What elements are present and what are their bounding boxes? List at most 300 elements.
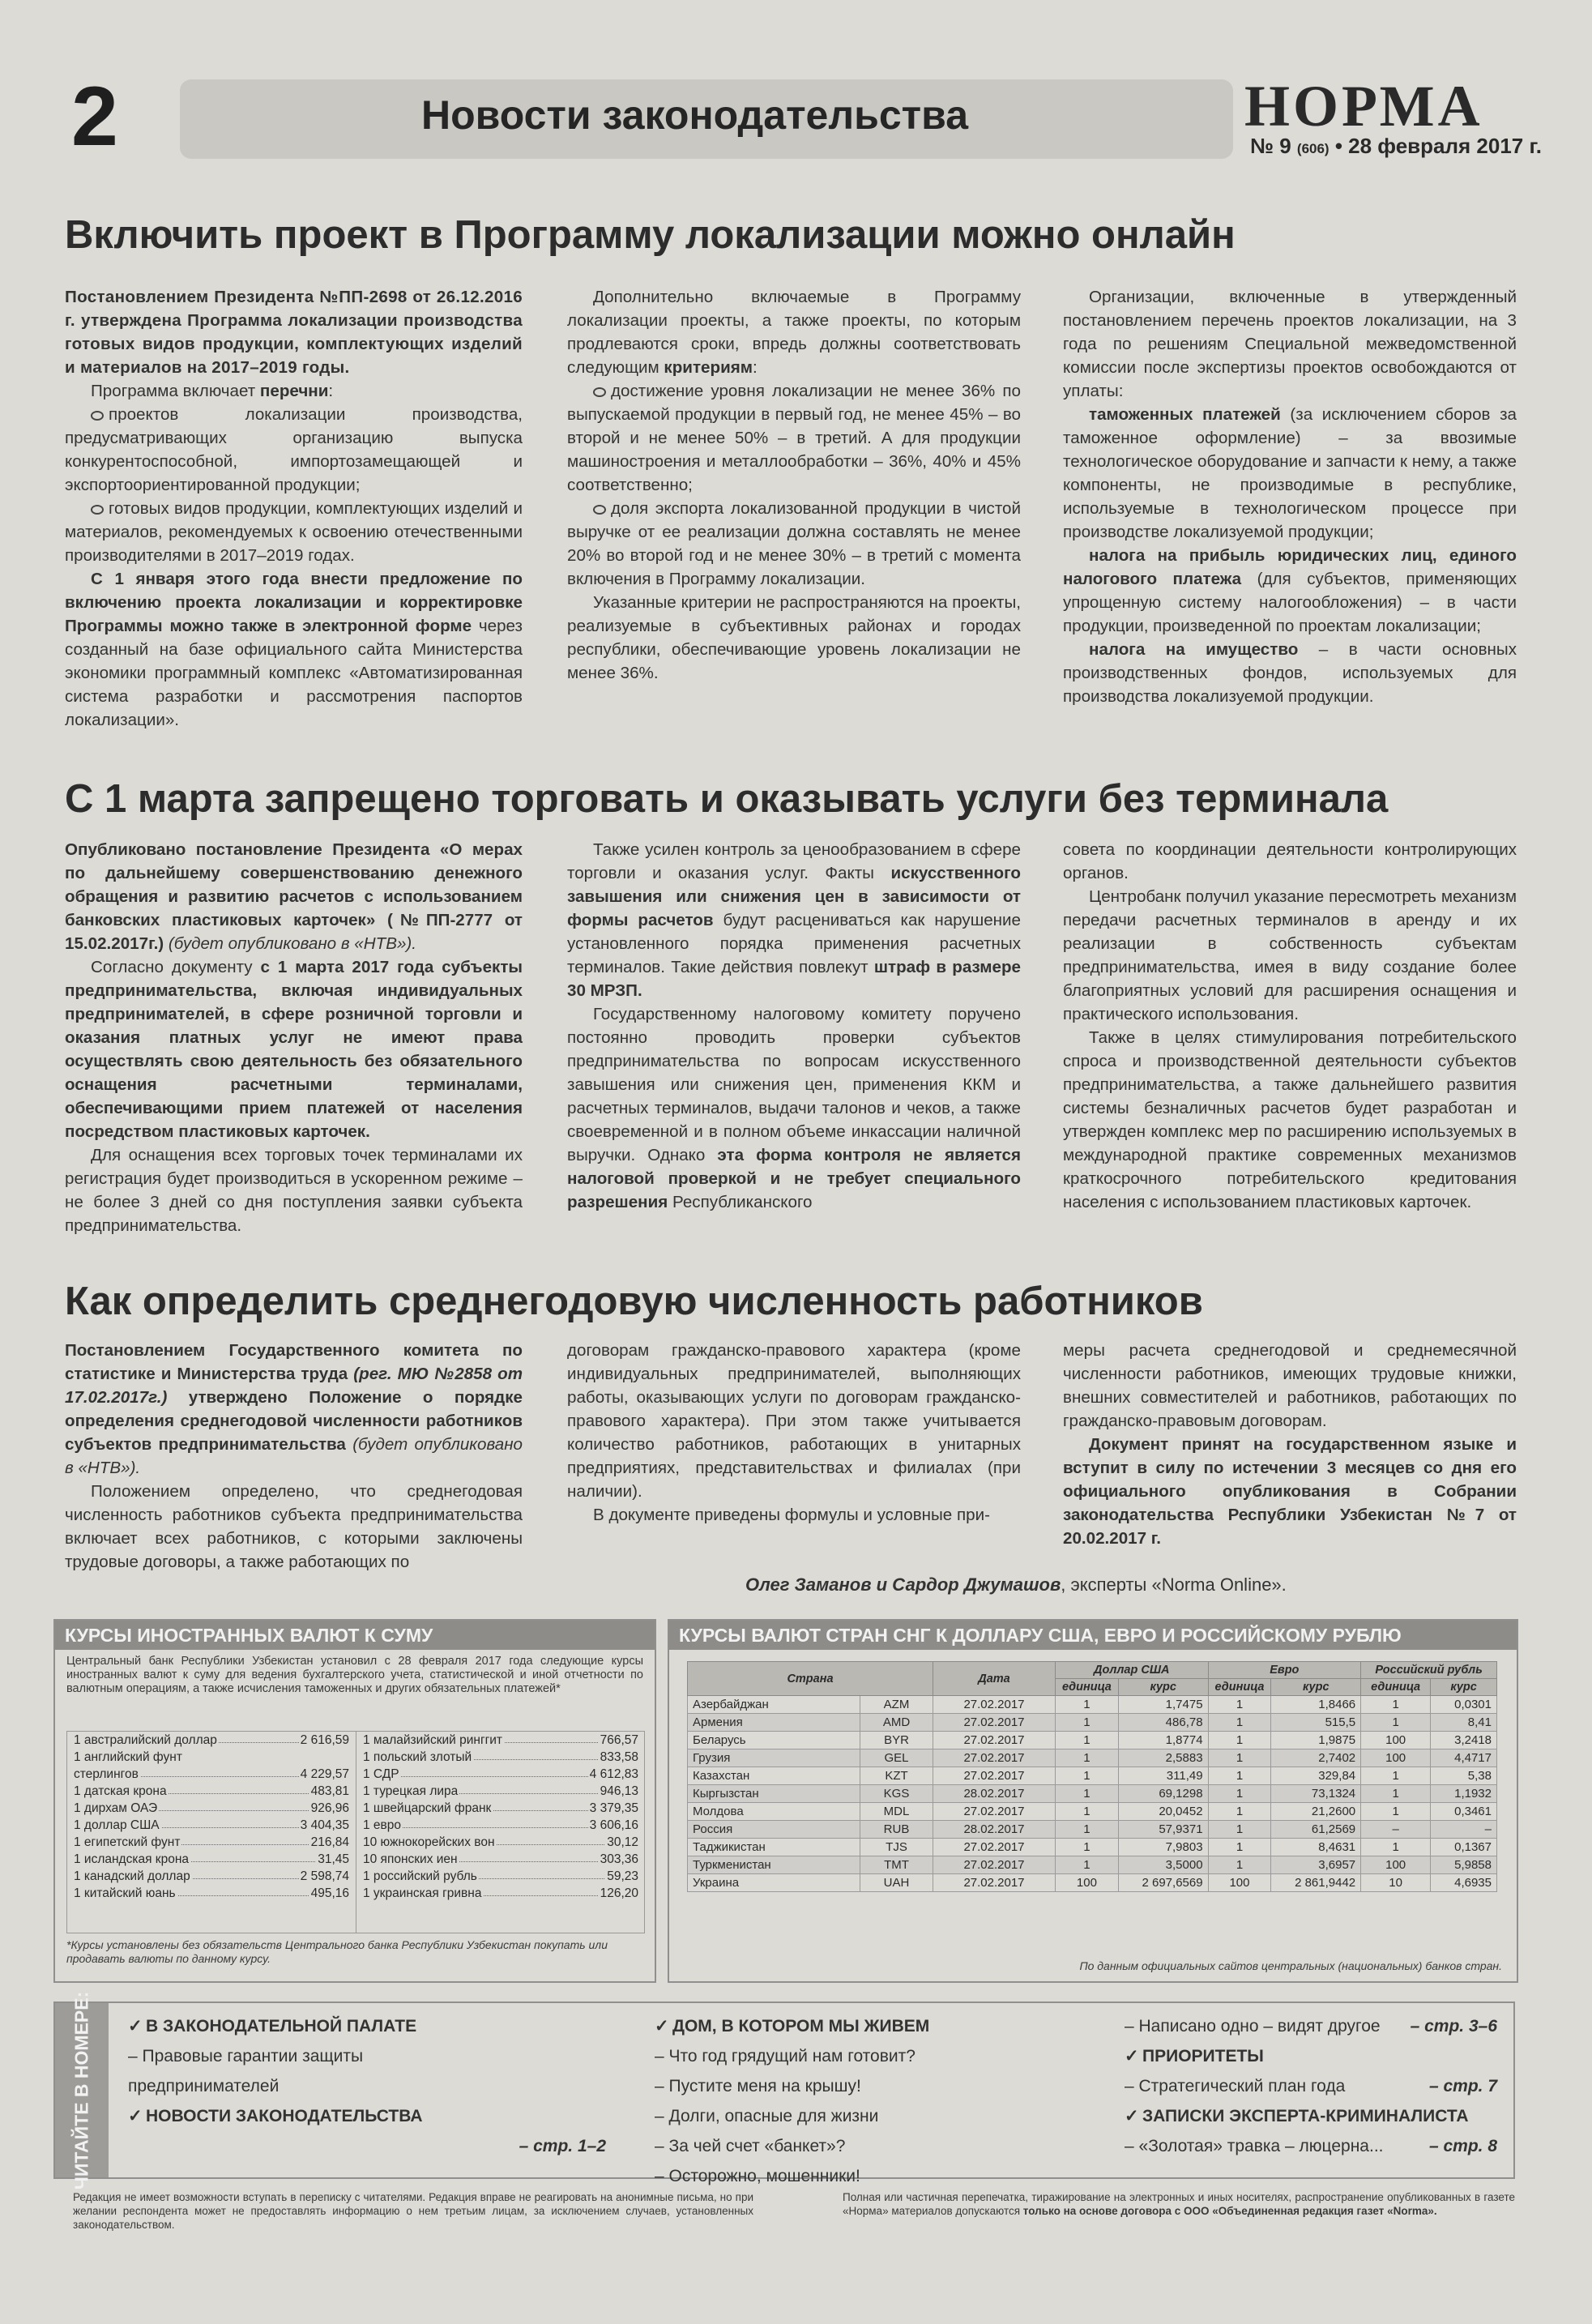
text: В ЗАКОНОДАТЕЛЬНОЙ ПАЛАТЕ: [146, 2017, 417, 2036]
table-row: [688, 1767, 1497, 1785]
currency-rate: 926,96: [310, 1801, 349, 1815]
toc-page-ref: – стр. 8: [1428, 2137, 1497, 2155]
toc-column-1: [128, 2011, 606, 2161]
currency-rate: 3 379,35: [589, 1801, 638, 1815]
bullet-item: [65, 403, 523, 497]
header-eur: Евро: [1208, 1662, 1361, 1679]
header-rate: курс: [1118, 1679, 1208, 1696]
rub-unit-cell: 1: [1361, 1785, 1431, 1803]
header-rate: курс: [1271, 1679, 1361, 1696]
rub-rate-cell: 0,0301: [1431, 1696, 1497, 1714]
usd-rate-cell: 20,0452: [1118, 1803, 1208, 1821]
usd-rate-cell: 3,5000: [1118, 1856, 1208, 1874]
currency-code-cell: RUB: [860, 1821, 933, 1839]
disclaimer-left: Редакция не имеет возможности вступать в переписку с читателями. Редакция вправе не реагировать на анонимные письма, но при желании респондента может не предоставлять информацию о нем третьим лицам, за исключением случаев, установленных законодательством.: [73, 2191, 753, 2231]
currency-rate: 2 616,59: [300, 1733, 349, 1747]
currency-rate: 833,58: [600, 1750, 638, 1764]
rub-rate-cell: 8,41: [1431, 1714, 1497, 1732]
eur-rate-cell: 61,2569: [1271, 1821, 1361, 1839]
rate-row: [356, 1817, 645, 1834]
currency-rate: 2 598,74: [300, 1869, 349, 1883]
currency-code-cell: AMD: [860, 1714, 933, 1732]
rate-row: [356, 1800, 645, 1817]
rate-row: [67, 1732, 356, 1749]
rub-rate-cell: 5,9858: [1431, 1856, 1497, 1874]
paragraph: Организации, включенные в утвержденный постановлением перечень проектов локализации, на 3 года по решениям Специальной межведомственной комиссии после экспертизы проектов освобождаются от уплаты:: [1063, 288, 1517, 400]
text: через созданный на базе официального сайта Министерства экономики программный комплекс «Автоматизированная система разработки и рассмотрения паспортов локализации».: [65, 617, 523, 729]
uzs-rates-note: Центральный банк Республики Узбекистан установил с 28 февраля 2017 года следующие курсы иностранных валют к суму для ведения бухгалтерского учета, статистической и иной отчетности по валютным операциям, а также исчисления таможенных и других обязательных платежей*: [66, 1655, 643, 1695]
article-3-lead: [65, 1339, 523, 1480]
paragraph: [567, 1002, 1021, 1214]
toc-column-2: [655, 2011, 1076, 2191]
eur-unit-cell: 1: [1208, 1785, 1271, 1803]
byline: [745, 1574, 1287, 1596]
rate-row: [356, 1851, 645, 1868]
usd-unit-cell: 1: [1055, 1732, 1118, 1749]
uzs-rates-left-column: [67, 1732, 356, 1933]
currency-rate: 216,84: [310, 1835, 349, 1849]
paragraph: Документ принят на государственном языке и вступит в силу по истечении 3 месяцев со дня его официального опубликования в Собрании законодательства Республики Узбекистан №7 от 20.02.2017 г.: [1063, 1435, 1517, 1548]
text-italic: (рег. МЮ №2858 от 17.02.2017г.): [65, 1365, 523, 1407]
currency-name: 1 китайский юань: [74, 1886, 176, 1900]
currency-name: 1 дирхам ОАЭ: [74, 1801, 158, 1815]
currency-name: 1 датская крона: [74, 1784, 167, 1798]
rate-row: [67, 1868, 356, 1885]
rub-rate-cell: 0,1367: [1431, 1839, 1497, 1856]
rub-unit-cell: 100: [1361, 1732, 1431, 1749]
byline-authors: Олег Заманов и Сардор Джумашов: [745, 1574, 1061, 1595]
currency-code-cell: UAH: [860, 1874, 933, 1892]
paragraph: [1063, 403, 1517, 544]
toc-page-line: [128, 2131, 606, 2161]
text-bold: таможенных платежей: [1089, 405, 1281, 424]
eur-rate-cell: 1,8466: [1271, 1696, 1361, 1714]
text: Государственному налоговому комитету поручено постоянно проводить проверки субъектов предпринимательства по вопросам искусственного завышения или снижения цен, применения ККМ и расчетных терминалов, выдачи талонов и чеков, а также своевременной и в полном объеме инкассации наличной выручки. Однако: [567, 1005, 1021, 1164]
currency-name: 1 австралийский доллар: [74, 1733, 217, 1747]
usd-rate-cell: 2,5883: [1118, 1749, 1208, 1767]
eur-rate-cell: 329,84: [1271, 1767, 1361, 1785]
uzs-rates-box: [53, 1619, 656, 1983]
currency-name: 1 украинская гривна: [363, 1886, 482, 1900]
toc-item[interactable]: [1125, 2131, 1497, 2161]
date-cell: 28.02.2017: [933, 1821, 1055, 1839]
date-cell: 27.02.2017: [933, 1803, 1055, 1821]
eur-rate-cell: 3,6957: [1271, 1856, 1361, 1874]
currency-code-cell: BYR: [860, 1732, 933, 1749]
paragraph: Центробанк получил указание пересмотреть механизм передачи расчетных терминалов в аренду и их реализации в собственность субъектам предпринимательства, имея в виду создание более благоприятных условий для расширения оснащения и практического использования.: [1063, 887, 1517, 1023]
currency-rate: 126,20: [600, 1886, 638, 1900]
eur-rate-cell: 21,2600: [1271, 1803, 1361, 1821]
eur-unit-cell: 1: [1208, 1714, 1271, 1732]
article-2-title: С 1 марта запрещено торговать и оказывать услуги без терминала: [65, 777, 1389, 821]
text: ПРИОРИТЕТЫ: [1142, 2047, 1264, 2066]
rub-unit-cell: 1: [1361, 1767, 1431, 1785]
text: Также усилен контроль за ценообразованием в сфере торговли и оказания услуг. Факты: [567, 840, 1021, 882]
header-unit: единица: [1055, 1679, 1118, 1696]
eur-unit-cell: 100: [1208, 1874, 1271, 1892]
country-cell: Казахстан: [688, 1767, 860, 1785]
paragraph: договорам гражданско-правового характера (кроме индивидуальных предпринимателей, выполняющих работы, оказывающих услуги по договорам гражданско-правового характера). При этом также учитывается количество работников, работающих в унитарных предприятиях, представительствах и филиалах (при наличии).: [567, 1341, 1021, 1501]
text-bold: С 1 января этого года внести предложение по включению проекта локализации и корректировке Программы можно также в электронной форме: [65, 570, 523, 635]
toc-page-ref: – стр. 1–2: [519, 2137, 606, 2155]
paragraph: Указанные критерии не распространяются на проекты, реализуемые в субъективных районах и городах республики, обеспечивающие уровень локализации не менее 36%.: [567, 593, 1021, 682]
rate-row: [356, 1868, 645, 1885]
rate-row: [356, 1766, 645, 1783]
text: (для субъектов, применяющих упрощенную систему налогообложения) – в части продукции, произведенной по проектам локализации;: [1063, 570, 1517, 635]
text: доля экспорта локализованной продукции в чистой выручке от ее реализации должна составлять не менее 20% во второй год и не менее 30% – в третий с момента включения в Программу локализации.: [567, 499, 1021, 588]
eur-unit-cell: 1: [1208, 1856, 1271, 1874]
eur-rate-cell: 73,1324: [1271, 1785, 1361, 1803]
bullet-icon: [593, 505, 606, 515]
paragraph: В документе приведены формулы и условные при-: [593, 1506, 990, 1524]
eur-unit-cell: 1: [1208, 1821, 1271, 1839]
article-3-col-3: [1063, 1339, 1517, 1550]
usd-rate-cell: 69,1298: [1118, 1785, 1208, 1803]
text-bold: Постановлением Государственного комитета по статистике и Министерства труда: [65, 1341, 523, 1383]
currency-rate: 495,16: [310, 1886, 349, 1900]
article-3-title: Как определить среднегодовую численность работников: [65, 1279, 1203, 1323]
text-bold: штраф в размере 30 МРЗП.: [567, 958, 1021, 1000]
paragraph: [567, 285, 1021, 379]
usd-rate-cell: 7,9803: [1118, 1839, 1208, 1856]
rate-row: [356, 1749, 645, 1766]
currency-name: 1 швейцарский франк: [363, 1801, 492, 1815]
table-row: [688, 1696, 1497, 1714]
text: (за исключением сборов за таможенное оформление) – за ввозимые технологическое оборудование и запчасти к нему, а также компоненты, не производимые в республике, используемые в технологическом процессе при производстве локализуемой продукции;: [1063, 405, 1517, 541]
bullet-icon: [593, 387, 606, 397]
rate-row: [356, 1732, 645, 1749]
text: – Стратегический план года: [1125, 2077, 1346, 2095]
rate-row: [67, 1885, 356, 1902]
usd-unit-cell: 1: [1055, 1714, 1118, 1732]
date-cell: 27.02.2017: [933, 1714, 1055, 1732]
text: ЗАПИСКИ ЭКСПЕРТА-КРИМИНАЛИСТА: [1142, 2107, 1469, 2125]
eur-unit-cell: 1: [1208, 1749, 1271, 1767]
currency-name: 1 польский злотый: [363, 1750, 472, 1764]
toc-item[interactable]: [1125, 2071, 1497, 2101]
rub-rate-cell: 5,38: [1431, 1767, 1497, 1785]
table-row: [688, 1839, 1497, 1856]
currency-rate: 3 404,35: [300, 1818, 349, 1832]
rate-row: [67, 1783, 356, 1800]
table-row: [688, 1803, 1497, 1821]
usd-rate-cell: 2 697,6569: [1118, 1874, 1208, 1892]
currency-name: 1 английский фунт: [74, 1750, 182, 1764]
toc-item[interactable]: – Правовые гарантии защиты: [128, 2047, 364, 2066]
cis-rates-body: [688, 1696, 1497, 1892]
article-2-col-2: [567, 838, 1021, 1214]
issue-date: • 28 февраля 2017 г.: [1334, 134, 1542, 158]
country-cell: Армения: [688, 1714, 860, 1732]
text: будут расцениваться как нарушение установленного порядка применения расчетных терминалов. Такие действия повлекут: [567, 911, 1021, 976]
eur-rate-cell: 515,5: [1271, 1714, 1361, 1732]
currency-rate: 4 229,57: [300, 1767, 349, 1781]
rate-row: [356, 1834, 645, 1851]
bullet-icon: [91, 505, 104, 515]
currency-name: 10 южнокорейских вон: [363, 1835, 495, 1849]
toc-heading[interactable]: [128, 2101, 606, 2131]
article-1-col-1: [65, 285, 523, 732]
toc-item[interactable]: [1125, 2011, 1497, 2041]
eur-unit-cell: 1: [1208, 1767, 1271, 1785]
bullet-item: [65, 497, 523, 567]
currency-rate: 3 606,16: [589, 1818, 638, 1832]
text-bold: критериям: [664, 358, 753, 377]
text: – «Золотая» травка – люцерна...: [1125, 2137, 1384, 2155]
text-bold: перечни: [259, 382, 329, 400]
issue-number: № 9: [1250, 134, 1291, 158]
usd-unit-cell: 1: [1055, 1803, 1118, 1821]
header-unit: единица: [1361, 1679, 1431, 1696]
toc-item[interactable]: – Осторожно, мошенники!: [655, 2167, 860, 2185]
currency-name: 1 малайзийский ринггит: [363, 1733, 503, 1747]
currency-name: 1 евро: [363, 1818, 402, 1832]
toc-page-ref: – стр. 7: [1428, 2077, 1497, 2095]
issue-total: (606): [1296, 141, 1330, 156]
toc-page-ref: – стр. 3–6: [1410, 2017, 1497, 2036]
usd-unit-cell: 1: [1055, 1839, 1118, 1856]
usd-unit-cell: 1: [1055, 1749, 1118, 1767]
usd-unit-cell: 1: [1055, 1821, 1118, 1839]
usd-rate-cell: 1,7475: [1118, 1696, 1208, 1714]
text-bold: налога на прибыль юридических лиц, единого налогового платежа: [1063, 546, 1517, 588]
currency-rate: 31,45: [318, 1852, 349, 1866]
currency-name: 1 исландская крона: [74, 1852, 189, 1866]
currency-rate: 59,23: [607, 1869, 638, 1883]
article-1-lead: Постановлением Президента №ПП-2698 от 26.12.2016 г. утверждена Программа локализации производства готовых видов продукции, комплектующих изделий и материалов на 2017–2019 годы.: [65, 288, 523, 377]
eur-rate-cell: 2 861,9442: [1271, 1874, 1361, 1892]
usd-rate-cell: 57,9371: [1118, 1821, 1208, 1839]
rub-rate-cell: 3,2418: [1431, 1732, 1497, 1749]
eur-unit-cell: 1: [1208, 1732, 1271, 1749]
text-bold: утверждено Положение о порядке определения среднегодовой численности работников субъектов предпринимательства: [65, 1388, 523, 1454]
table-row: [688, 1785, 1497, 1803]
usd-rate-cell: 1,8774: [1118, 1732, 1208, 1749]
toc-item[interactable]: – Что год грядущий нам готовит?: [655, 2047, 916, 2066]
currency-code-cell: KZT: [860, 1767, 933, 1785]
date-cell: 27.02.2017: [933, 1767, 1055, 1785]
in-this-issue-box: [53, 1991, 1515, 2189]
toc-heading[interactable]: [1125, 2041, 1497, 2071]
rub-rate-cell: 4,4717: [1431, 1749, 1497, 1767]
paragraph: [1063, 638, 1517, 708]
currency-code-cell: MDL: [860, 1803, 933, 1821]
rub-rate-cell: 0,3461: [1431, 1803, 1497, 1821]
toc-item[interactable]: – Пустите меня на крышу!: [655, 2077, 861, 2095]
text: ДОМ, В КОТОРОМ МЫ ЖИВЕМ: [672, 2017, 930, 2036]
currency-rate: 30,12: [607, 1835, 638, 1849]
usd-unit-cell: 100: [1055, 1874, 1118, 1892]
country-cell: Азербайджан: [688, 1696, 860, 1714]
article-3-col-1: [65, 1339, 523, 1574]
section-title: Новости законодательства: [421, 92, 969, 138]
currency-rate: 4 612,83: [589, 1767, 638, 1781]
eur-rate-cell: 8,4631: [1271, 1839, 1361, 1856]
paragraph: [1063, 544, 1517, 638]
currency-name: 1 канадский доллар: [74, 1869, 190, 1883]
header-unit: единица: [1208, 1679, 1271, 1696]
text: :: [328, 382, 334, 400]
text-bold: эта форма контроля не является налоговой проверкой и не требует специального разрешения: [567, 1146, 1021, 1211]
usd-unit-cell: 1: [1055, 1856, 1118, 1874]
page-number: 2: [71, 70, 118, 164]
cis-rates-box: [668, 1619, 1518, 1983]
article-2-lead: [65, 838, 523, 955]
paragraph: [65, 955, 523, 1143]
country-cell: Молдова: [688, 1803, 860, 1821]
eur-rate-cell: 1,9875: [1271, 1732, 1361, 1749]
article-2-col-3: [1063, 838, 1517, 1214]
paragraph: меры расчета среднегодовой и среднемесячной численности работников, имеющих трудовые книжки, внешних совместителей и работников, работающих по гражданско-правовым договорам.: [1063, 1341, 1517, 1430]
article-3-col-2: [567, 1339, 1021, 1527]
text: Программа включает: [91, 382, 260, 400]
byline-role: , эксперты «Norma Online».: [1061, 1574, 1287, 1595]
check-icon: ✓: [128, 2107, 143, 2125]
bullet-icon: [91, 411, 104, 421]
text-bold: только на основе договора с ООО «Объединенная редакция газет «Norma».: [1022, 2205, 1437, 2217]
currency-name: 10 японских иен: [363, 1852, 458, 1866]
text-bold: Опубликовано постановление Президента «О мерах по дальнейшему совершенствованию денежного обращения и развитию расчетов с использованием банковских пластиковых карточек» (№ПП-2777 от 15.02.2017г.): [65, 840, 523, 953]
paragraph: [567, 838, 1021, 1002]
country-cell: Россия: [688, 1821, 860, 1839]
date-cell: 27.02.2017: [933, 1874, 1055, 1892]
country-cell: Грузия: [688, 1749, 860, 1767]
toc-heading[interactable]: [1125, 2101, 1497, 2131]
rub-unit-cell: –: [1361, 1821, 1431, 1839]
rate-row: [67, 1766, 356, 1783]
table-row: [688, 1856, 1497, 1874]
toc-heading[interactable]: [128, 2011, 606, 2041]
date-cell: 28.02.2017: [933, 1785, 1055, 1803]
rub-rate-cell: –: [1431, 1821, 1497, 1839]
country-cell: Украина: [688, 1874, 860, 1892]
check-icon: ✓: [128, 2017, 143, 2036]
usd-unit-cell: 1: [1055, 1767, 1118, 1785]
currency-rate: 303,36: [600, 1852, 638, 1866]
rub-unit-cell: 100: [1361, 1749, 1431, 1767]
currency-rate: 483,81: [310, 1784, 349, 1798]
date-cell: 27.02.2017: [933, 1839, 1055, 1856]
toc-side-text: ЧИТАЙТЕ В НОМЕРЕ:: [70, 1991, 92, 2189]
text-italic: (будет опубликовано в «НТВ»).: [65, 1435, 523, 1477]
text: Полная или частичная перепечатка, тиражирование на электронных и иных носителях, распространение опубликованных в газете «Норма» материалов допускаются: [843, 2191, 1515, 2217]
issue-info: [1250, 134, 1542, 159]
text: Дополнительно включаемые в Программу локализации проекты, а также проекты, по которым продлеваются сроки, впредь должны соответствовать следующим: [567, 288, 1021, 377]
toc-heading[interactable]: [655, 2011, 1076, 2041]
date-cell: 27.02.2017: [933, 1732, 1055, 1749]
currency-name: 1 российский рубль: [363, 1869, 477, 1883]
check-icon: ✓: [1125, 2047, 1139, 2066]
currency-code-cell: KGS: [860, 1785, 933, 1803]
paragraph: Для оснащения всех торговых точек терминалами их регистрация будет производиться в ускоренном режиме – не более 3 дней со дня поступления заявки субъекта предпринимательства.: [65, 1146, 523, 1235]
rate-row: [67, 1749, 356, 1766]
cis-rates-footnote: По данным официальных сайтов центральных (национальных) банков стран.: [1079, 1959, 1502, 1972]
header-rate: курс: [1431, 1679, 1497, 1696]
country-cell: Кыргызстан: [688, 1785, 860, 1803]
text: Согласно документу: [91, 958, 261, 976]
article-1-col-2: [567, 285, 1021, 685]
eur-unit-cell: 1: [1208, 1839, 1271, 1856]
rate-row: [67, 1834, 356, 1851]
text: проектов локализации производства, предусматривающих организацию выпуска конкурентоспособной, импортозамещающей и экспортоориентированной продукции;: [65, 405, 523, 494]
usd-rate-cell: 311,49: [1118, 1767, 1208, 1785]
toc-item[interactable]: – Долги, опасные для жизни: [655, 2107, 879, 2125]
table-row: [688, 1874, 1497, 1892]
check-icon: ✓: [655, 2017, 669, 2036]
eur-rate-cell: 2,7402: [1271, 1749, 1361, 1767]
text: – Написано одно – видят другое: [1125, 2017, 1381, 2036]
bullet-item: [567, 379, 1021, 497]
header-country: Страна: [688, 1662, 933, 1696]
check-icon: ✓: [1125, 2107, 1139, 2125]
usd-unit-cell: 1: [1055, 1696, 1118, 1714]
paragraph: совета по координации деятельности контролирующих органов.: [1063, 840, 1517, 882]
header-date: Дата: [933, 1662, 1055, 1696]
text-italic: (будет опубликовано в «НТВ»).: [164, 934, 416, 953]
currency-name: 1 доллар США: [74, 1818, 160, 1832]
rub-unit-cell: 1: [1361, 1803, 1431, 1821]
eur-unit-cell: 1: [1208, 1696, 1271, 1714]
table-row: [688, 1714, 1497, 1732]
article-1-title: Включить проект в Программу локализации можно онлайн: [65, 213, 1236, 257]
brand-logo: НОРМА: [1244, 74, 1483, 139]
rub-rate-cell: 4,6935: [1431, 1874, 1497, 1892]
currency-code-cell: TJS: [860, 1839, 933, 1856]
rate-row: [67, 1800, 356, 1817]
cis-rates-table: [687, 1661, 1497, 1892]
toc-column-3: [1125, 2011, 1497, 2161]
header-usd: Доллар США: [1055, 1662, 1208, 1679]
table-row: [688, 1749, 1497, 1767]
text: Республиканского: [668, 1193, 813, 1211]
currency-name: стерлингов: [74, 1767, 139, 1781]
paragraph: Положением определено, что среднегодовая численность работников субъекта предпринимательства включает всех работников, с которыми заключены трудовые договоры, а также работающих по: [65, 1482, 523, 1571]
rub-unit-cell: 100: [1361, 1856, 1431, 1874]
rate-row: [67, 1851, 356, 1868]
country-cell: Туркменистан: [688, 1856, 860, 1874]
date-cell: 27.02.2017: [933, 1856, 1055, 1874]
paragraph: Также в целях стимулирования потребительского спроса и производственной деятельности субъектов предпринимательства, а также дальнейшего развития системы безналичных расчетов будет разработан и утвержден комплекс мер по расширению используемых в международной практике современных механизмов краткосрочного потребительского кредитования населения с использованием пластиковых карточек.: [1063, 1028, 1517, 1211]
article-2-col-1: [65, 838, 523, 1237]
table-row: [688, 1732, 1497, 1749]
toc-side-label: [55, 1991, 109, 2189]
toc-item[interactable]: предпринимателей: [128, 2077, 280, 2095]
currency-code-cell: AZM: [860, 1696, 933, 1714]
text: :: [752, 358, 758, 377]
currency-rate: 946,13: [600, 1784, 638, 1798]
currency-name: 1 египетский фунт: [74, 1835, 181, 1849]
usd-rate-cell: 486,78: [1118, 1714, 1208, 1732]
currency-code-cell: TMT: [860, 1856, 933, 1874]
currency-code-cell: GEL: [860, 1749, 933, 1767]
bullet-item: [567, 497, 1021, 591]
toc-item[interactable]: – За чей счет «банкет»?: [655, 2137, 846, 2155]
disclaimer-right: [843, 2190, 1515, 2218]
text-bold: с 1 марта 2017 года субъекты предпринимательства, включая индивидуальных предпринимателей, в сфере розничной торговли и оказания платных услуг не имеют права осуществлять свою деятельность без обязательного оснащения расчетными терминалами, обеспечивающими прием платежей от населения посредством пластиковых карточек.: [65, 958, 523, 1141]
date-cell: 27.02.2017: [933, 1749, 1055, 1767]
country-cell: Таджикистан: [688, 1839, 860, 1856]
date-cell: 27.02.2017: [933, 1696, 1055, 1714]
eur-unit-cell: 1: [1208, 1803, 1271, 1821]
cis-rates-title: КУРСЫ ВАЛЮТ СТРАН СНГ К ДОЛЛАРУ США, ЕВРО И РОССИЙСКОМУ РУБЛЮ: [669, 1621, 1517, 1650]
uzs-rates-title: КУРСЫ ИНОСТРАННЫХ ВАЛЮТ К СУМУ: [55, 1621, 655, 1650]
text: – в части основных производственных фондов, используемых для производства локализуемой продукции.: [1063, 640, 1517, 706]
text-bold: налога на имущество: [1089, 640, 1299, 659]
uzs-rates-footnote: *Курсы установлены без обязательств Центрального банка Республики Узбекистан покупать или продавать валюты по данному курсу.: [66, 1938, 608, 1965]
table-row: [688, 1821, 1497, 1839]
rate-row: [356, 1885, 645, 1902]
paragraph: [65, 567, 523, 732]
